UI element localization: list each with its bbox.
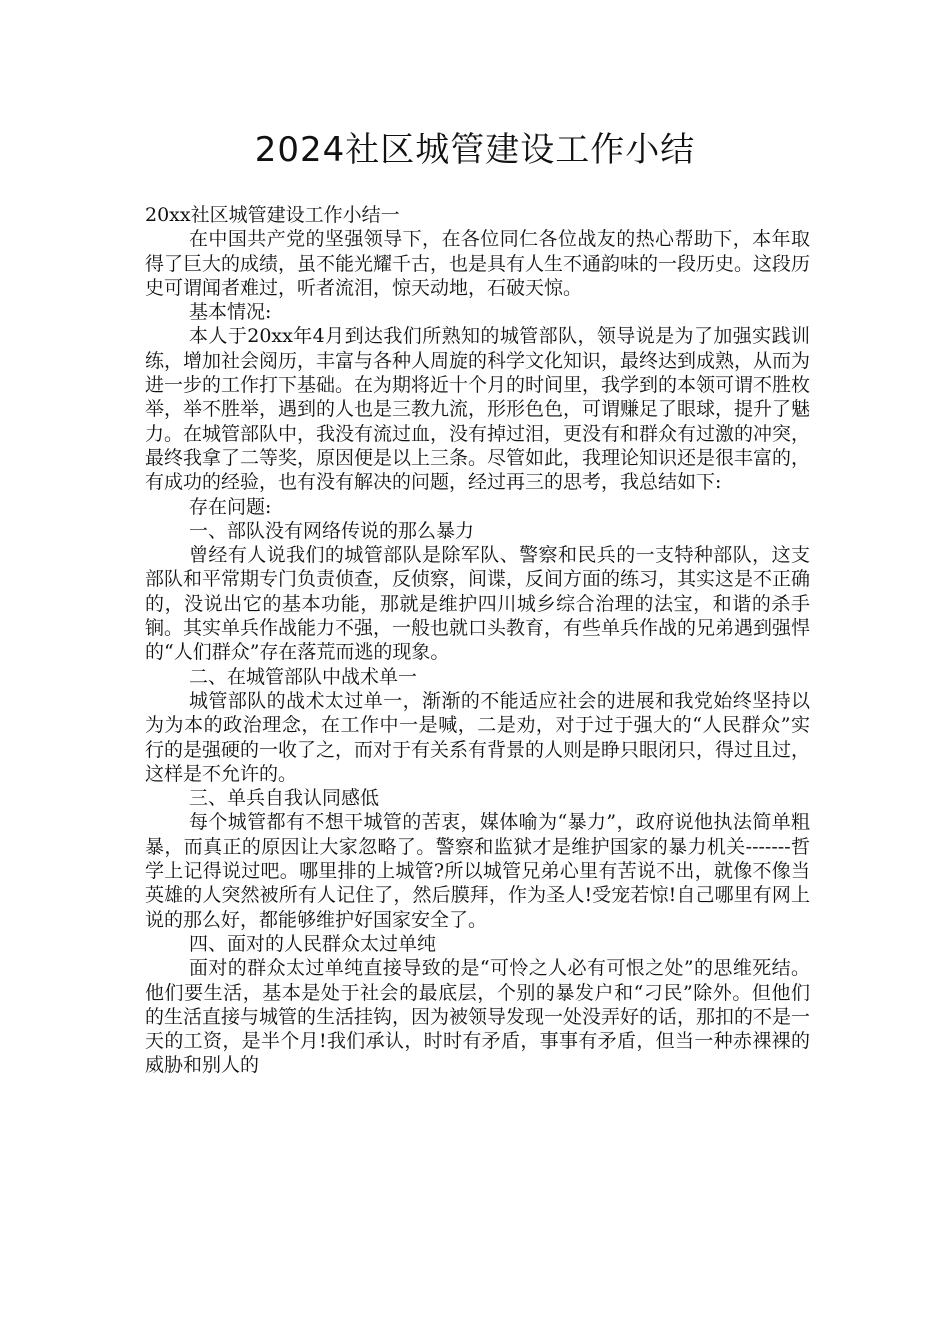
paragraph: 二、在城管部队中战术单一 — [189, 665, 418, 688]
paragraph: 一、部队没有网络传说的那么暴力 — [189, 519, 475, 542]
paragraph: 面对的群众太过单纯直接导致的是“可怜之人必有可恨之处”的思维死结。他们要生活，基本是处于社会的最底层，个别的暴发户和“刁民”除外。但他们的生活直接与城管的生活挂钩，因为被领导发现一处没弄好的话，那扣的不是一天的工资，是半个月!我们承认，时时有矛盾，事事有矛盾，但当一种赤裸裸的威胁和别人的 — [145, 957, 811, 1077]
paragraph: 在中国共产党的坚强领导下，在各位同仁各位战友的热心帮助下，本年取得了巨大的成绩，虽不能光耀千古，也是具有人生不通韵味的一段历史。这段历史可谓闻者难过，听者流泪，惊天动地，石破天惊。 — [145, 228, 811, 299]
document-title: 2024社区城管建设工作小结 — [254, 130, 696, 170]
paragraph: 曾经有人说我们的城管部队是除军队、警察和民兵的一支特种部队，这支部队和平常期专门负责侦查，反侦察，间谍，反间方面的练习，其实这是不正确的，没说出它的基本功能，那就是维护四川城乡综合治理的法宝，和谐的杀手锏。其实单兵作战能力不强，一般也就口头教育，有些单兵作战的兄弟遇到强悍的“人们群众”存在落荒而逃的现象。 — [145, 544, 811, 664]
paragraph: 本人于20xx年4月到达我们所熟知的城管部队，领导说是为了加强实践训练，增加社会阅历，丰富与各种人周旋的科学文化知识，最终达到成熟，从而为进一步的工作打下基础。在为期将近十个月的时间里，我学到的本领可谓不胜枚举，举不胜举，遇到的人也是三教九流，形形色色，可谓赚足了眼球，提升了魅力。在城管部队中，我没有流过血，没有掉过泪，更没有和群众有过激的冲突，最终我拿了二等奖，原因便是以上三条。尽管如此，我理论知识还是很丰富的，有成功的经验，也有没有解决的问题，经过再三的思考，我总结如下: — [145, 325, 811, 494]
paragraph: 基本情况: — [189, 301, 272, 324]
paragraph: 每个城管都有不想干城管的苦衷，媒体喻为“暴力”，政府说他执法简单粗暴，而真正的原因让大家忽略了。警察和监狱才是维护国家的暴力机关-------哲学上记得说过吧。哪里排的上城管?所以城管兄弟心里有苦说不出，就像不像当英雄的人突然被所有人记住了，然后膜拜，作为圣人!受宠若惊!自己哪里有网上说的那么好，都能够维护好国家安全了。 — [145, 811, 810, 931]
paragraph: 存在问题: — [189, 495, 272, 518]
paragraph: 城管部队的战术太过单一，渐渐的不能适应社会的进展和我党始终坚持以为为本的政治理念，在工作中一是喊，二是劝，对于过于强大的“人民群众”实行的是强硬的一收了之，而对于有关系有背景的人则是睁只眼闭只，得过且过，这样是不允许的。 — [145, 689, 811, 785]
document-body — [145, 203, 810, 1078]
paragraph: 三、单兵自我认同感低 — [189, 787, 380, 810]
paragraph: 四、面对的人民群众太过单纯 — [189, 932, 437, 955]
paragraph: 20xx社区城管建设工作小结一 — [145, 204, 400, 226]
